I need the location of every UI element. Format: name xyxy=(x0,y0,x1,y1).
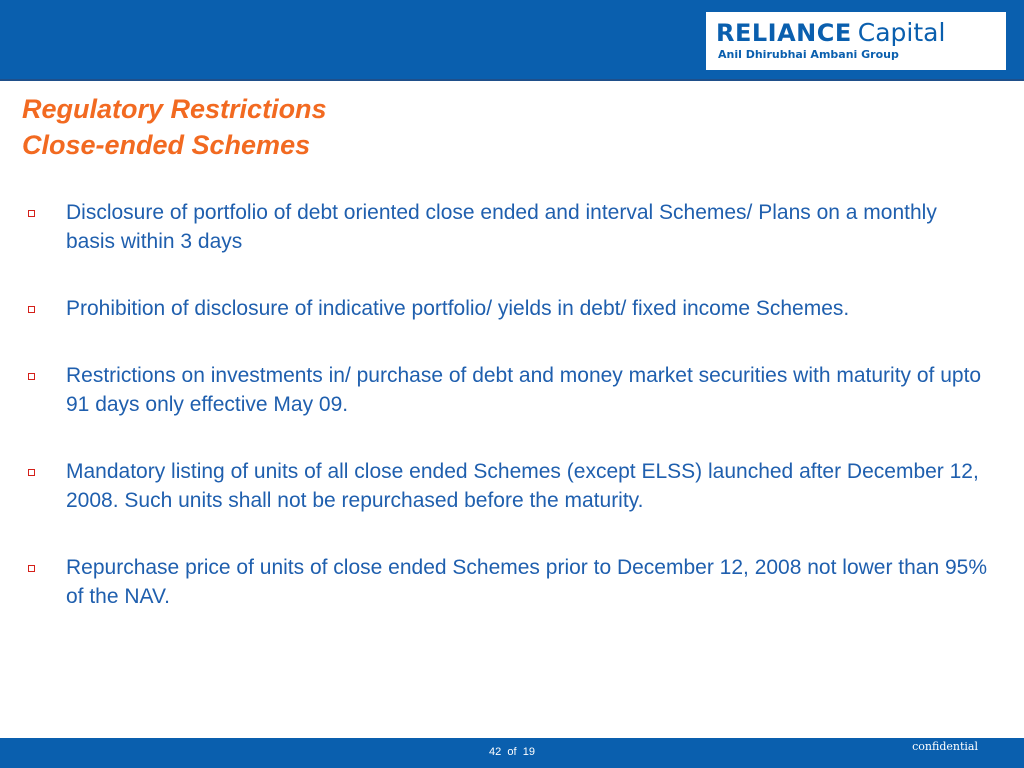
logo-brand: RELIANCE xyxy=(716,19,852,47)
square-bullet-icon xyxy=(28,210,35,217)
bullet-item xyxy=(28,361,988,419)
logo-brand-suffix: Capital xyxy=(857,18,946,47)
logo-group-name: Anil Dhirubhai Ambani Group xyxy=(718,48,899,61)
page-total: 19 xyxy=(522,746,535,758)
square-bullet-icon xyxy=(28,469,35,476)
bullet-text: Restrictions on investments in/ purchase of debt and money market securities with maturity of upto 91 days only effective May 09. xyxy=(66,364,982,416)
page-number xyxy=(0,746,1024,758)
bullet-text: Prohibition of disclosure of indicative portfolio/ yields in debt/ fixed income Schemes. xyxy=(66,297,850,320)
bullet-item xyxy=(28,457,988,515)
bullet-text: Mandatory listing of units of all close ended Schemes (except ELSS) launched after December 12, 2008. Such units shall not be repurchased before the maturity. xyxy=(66,460,979,512)
logo-wordmark xyxy=(716,18,945,47)
bullet-item xyxy=(28,294,988,323)
square-bullet-icon xyxy=(28,306,35,313)
bullet-item xyxy=(28,198,988,256)
reliance-capital-logo xyxy=(706,12,1006,70)
page-of: of xyxy=(507,746,517,758)
slide-title-line2: Close-ended Schemes xyxy=(22,130,311,160)
bullet-list xyxy=(28,198,988,649)
slide-title-line1: Regulatory Restrictions xyxy=(22,94,327,124)
footer-bar xyxy=(0,738,1024,768)
page-current: 42 xyxy=(489,746,502,758)
confidential-label: confidential xyxy=(912,740,978,753)
square-bullet-icon xyxy=(28,565,35,572)
bullet-item xyxy=(28,553,988,611)
square-bullet-icon xyxy=(28,373,35,380)
slide-title xyxy=(22,91,327,163)
bullet-text: Repurchase price of units of close ended Schemes prior to December 12, 2008 not lower than 95% of the NAV. xyxy=(66,556,988,608)
bullet-text: Disclosure of portfolio of debt oriented close ended and interval Schemes/ Plans on a monthly basis within 3 days xyxy=(66,201,937,253)
header-bar xyxy=(0,0,1024,81)
